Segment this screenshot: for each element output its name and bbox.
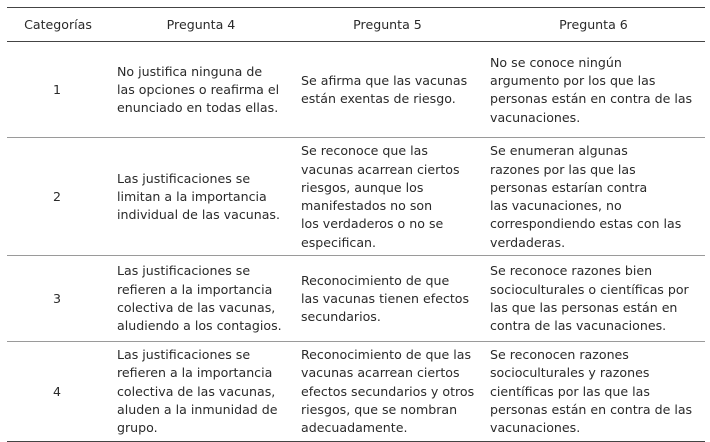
- cell-text-line: socioculturales y razones: [490, 365, 650, 381]
- cell-text-line: Las justificaciones se: [117, 263, 251, 279]
- pregunta-5-cell: [293, 256, 482, 342]
- pregunta-4-cell: [109, 138, 293, 256]
- pregunta-6-cell: [482, 256, 705, 342]
- cell-text-line: aludiendo a los contagios.: [117, 318, 282, 334]
- header-pregunta-5: Pregunta 5: [293, 8, 482, 42]
- cell-text-line: colectiva de las vacunas,: [117, 300, 276, 316]
- cell-text-line: efectos secundarios y otros: [301, 383, 475, 399]
- cell-text-line: Se enumeran algunas: [490, 143, 628, 159]
- cell-text-line: limitan a la importancia: [117, 189, 267, 205]
- cell-text-line: individual de las vacunas.: [117, 207, 280, 223]
- cell-text-line: vacunaciones.: [490, 109, 581, 125]
- table-body: [7, 42, 705, 441]
- category-cell: 2: [7, 138, 109, 256]
- cell-text-line: Se afirma que las vacunas: [301, 73, 468, 88]
- cell-text-line: las opciones o reafirma el: [117, 82, 280, 98]
- cell-text-line: Se reconoce razones bien: [490, 263, 653, 279]
- cell-text-line: los verdaderos o no se: [301, 216, 444, 232]
- cell-text-line: científicas por las que las: [490, 383, 650, 399]
- pregunta-5-cell: [293, 42, 482, 138]
- header-categorias: Categorías: [7, 8, 109, 42]
- cell-text-line: riesgos, aunque los: [301, 179, 424, 195]
- pregunta-6-cell: [482, 342, 705, 441]
- pregunta-4-cell: [109, 42, 293, 138]
- cell-text-line: las vacunas tienen efectos: [301, 290, 470, 306]
- cell-text-line: No se conoce ningún: [490, 54, 622, 70]
- cell-text-line: socioculturales o científicas por: [490, 281, 689, 297]
- cell-text-line: especifican.: [301, 234, 377, 250]
- cell-text-line: razones por las que las: [490, 161, 636, 177]
- cell-text-line: personas estarían contra: [490, 179, 648, 195]
- cell-text-line: aluden a la inmunidad de: [117, 401, 278, 417]
- cell-text-line: No justifica ninguna de: [117, 63, 263, 79]
- cell-text-line: refieren a la importancia: [117, 365, 273, 381]
- cell-text-line: colectiva de las vacunas,: [117, 383, 276, 399]
- cell-text-line: adecuadamente.: [301, 420, 408, 436]
- pregunta-4-cell: [109, 256, 293, 342]
- pregunta-6-cell: [482, 42, 705, 138]
- cell-text-line: las vacunaciones, no: [490, 198, 622, 214]
- cell-text-line: manifestados no son: [301, 198, 433, 214]
- category-cell: 1: [7, 42, 109, 138]
- pregunta-6-cell: [482, 138, 705, 256]
- cell-text-line: Reconocimiento de que: [301, 272, 450, 288]
- cell-text-line: Se reconocen razones: [490, 347, 629, 363]
- header-pregunta-4: Pregunta 4: [109, 8, 293, 42]
- cell-text-line: personas están en contra de las: [490, 91, 693, 107]
- cell-text-line: las que las personas están en: [490, 300, 678, 316]
- cell-text-line: están exentas de riesgo.: [301, 91, 456, 107]
- cell-text-line: personas están en contra de las: [490, 401, 693, 417]
- pregunta-4-cell: [109, 342, 293, 441]
- cell-text-line: refieren a la importancia: [117, 281, 273, 297]
- table-row: [7, 42, 705, 138]
- table-header: [7, 8, 705, 42]
- cell-text-line: riesgos, que se nombran: [301, 401, 458, 417]
- pregunta-5-cell: [293, 138, 482, 256]
- cell-text-line: vacunaciones.: [490, 420, 581, 436]
- categories-table: [7, 7, 705, 442]
- cell-text-line: verdaderas.: [490, 234, 566, 250]
- cell-text-line: grupo.: [117, 420, 158, 436]
- cell-text-line: Las justificaciones se: [117, 347, 251, 363]
- cell-text-line: vacunas acarrean ciertos: [301, 365, 460, 381]
- categories-table-container: [7, 7, 705, 442]
- table-row: [7, 138, 705, 256]
- category-cell: 4: [7, 342, 109, 441]
- category-cell: 3: [7, 256, 109, 342]
- cell-text-line: enunciado en todas ellas.: [117, 100, 279, 116]
- cell-text-line: correspondiendo estas con las: [490, 216, 682, 232]
- header-row: [7, 8, 705, 42]
- cell-text-line: argumento por los que las: [490, 73, 656, 88]
- cell-text-line: secundarios.: [301, 309, 381, 325]
- table-row: [7, 256, 705, 342]
- cell-text-line: Las justificaciones se: [117, 170, 251, 186]
- cell-text-line: vacunas acarrean ciertos: [301, 161, 460, 177]
- cell-text-line: Se reconoce que las: [301, 143, 428, 159]
- cell-text-line: contra de las vacunaciones.: [490, 318, 667, 334]
- header-pregunta-6: Pregunta 6: [482, 8, 705, 42]
- cell-text-line: Reconocimiento de que las: [301, 347, 472, 363]
- pregunta-5-cell: [293, 342, 482, 441]
- table-row: [7, 342, 705, 441]
